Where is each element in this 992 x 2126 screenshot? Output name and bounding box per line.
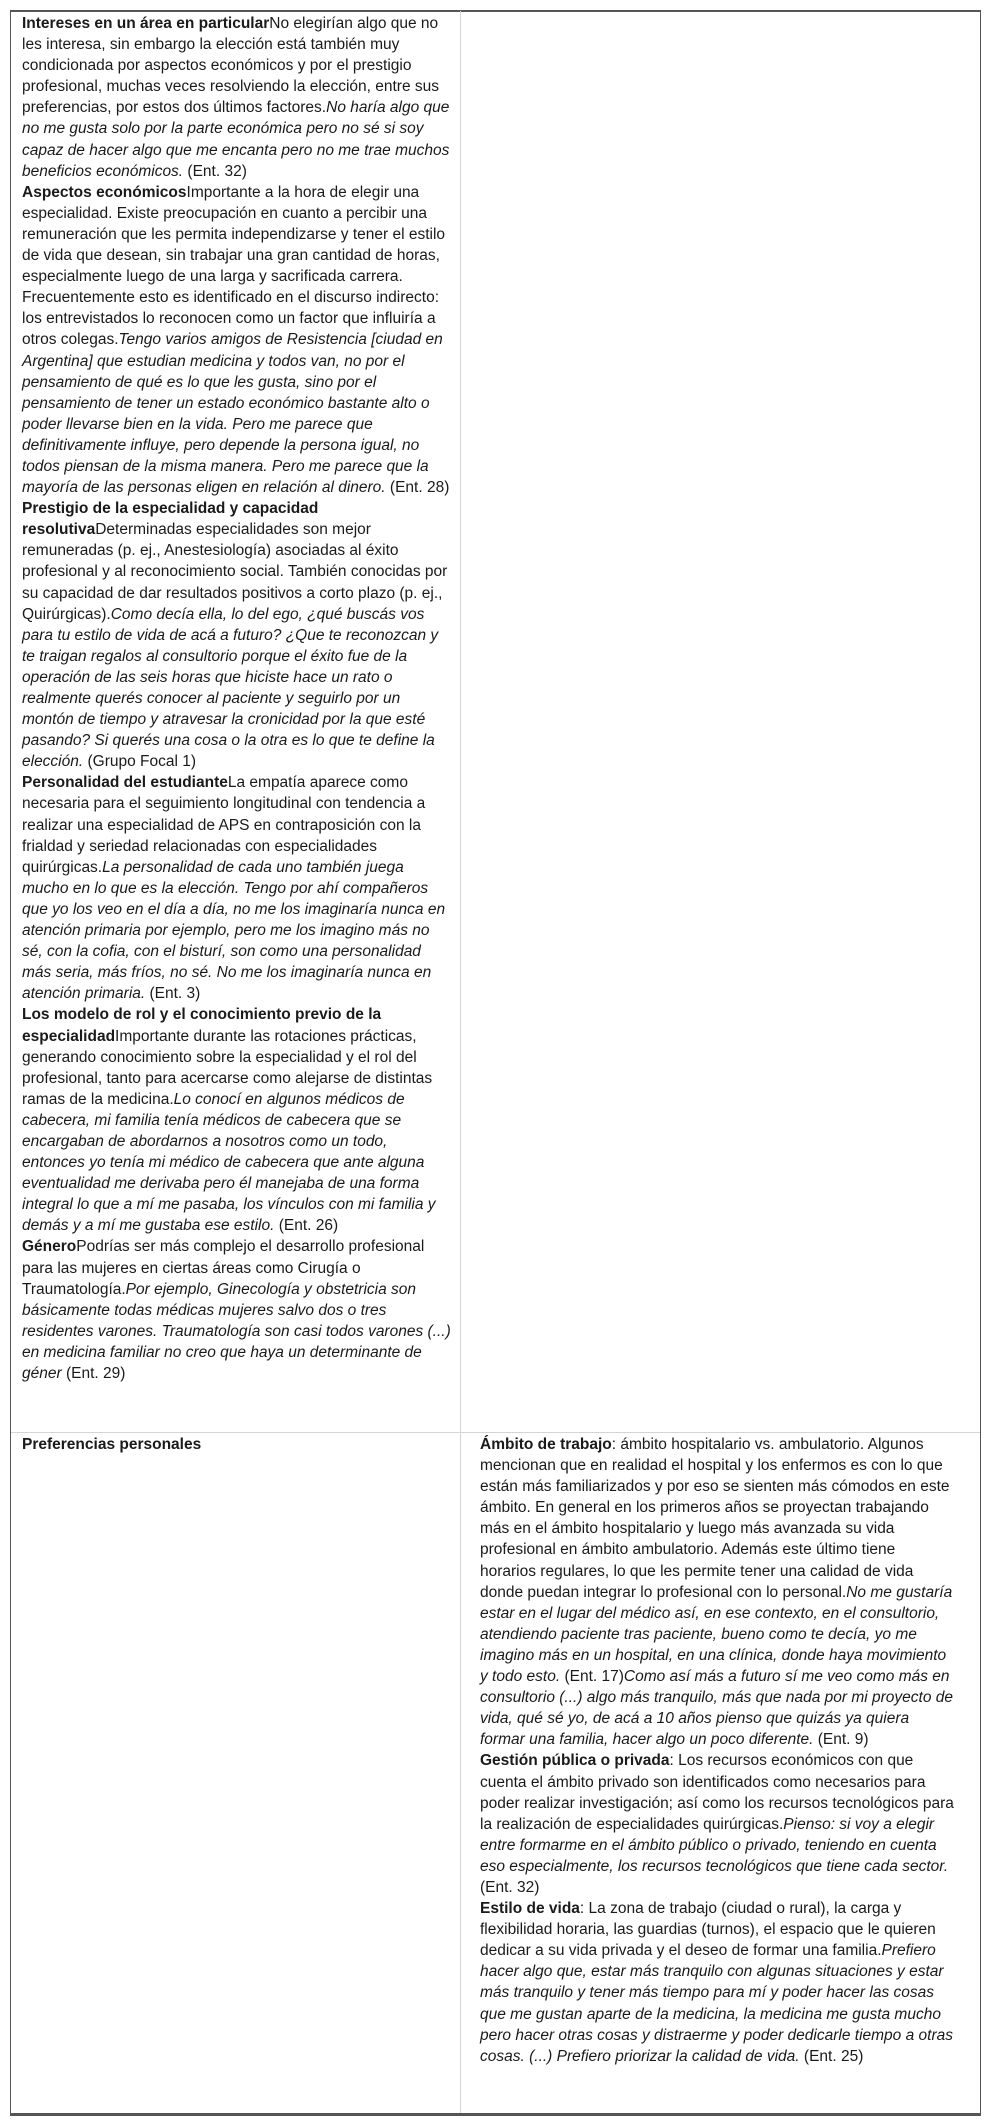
preference-quote: Prefiero hacer algo que, estar más tranquilo con algunas situaciones y estar más tranquilo y tener más tiempo para mí y poder hacer las cosas que me gustan aparte de la medicina, la medicina me gusta mucho pero hacer otras cosas y distraerme y poder dedicarle tiempo a otras cosas. (...) Prefiero priorizar la calidad de vida. bbox=[480, 1942, 953, 2065]
preference-quote: Pienso: si voy a elegir entre formarme en el ámbito público o privado, teniendo en cuenta eso especialmente, los recursos tecnológicos que tiene cada sector. bbox=[480, 1815, 949, 1875]
theme-title: Personalidad del estudiante bbox=[22, 774, 228, 792]
theme-description: No elegirían algo que no les interesa, sin embargo la elección está también muy condicionada por aspectos económicos y por el prestigio profesional, muchas veces resolviendo la elección, entre sus preferencias, por estos dos últimos factores. bbox=[22, 15, 440, 117]
theme-source: (Ent. 29) bbox=[61, 1365, 126, 1382]
preference-description: : La zona de trabajo (ciudad o rural), la carga y flexibilidad horaria, las guardias (turnos), el espacio que le quieren dedicar a su vida privada y el deseo de formar una familia. bbox=[480, 1900, 936, 1960]
theme-quote: Tengo varios amigos de Resistencia [ciudad en Argentina] que estudian medicina y todos van, no por el pensamiento de qué es lo que les gusta, sino por el pensamiento de tener un estado económico bastante alto o poder llevarse bien en la vida. Pero me parece que definitivamente influye, pero depende la persona igual, no todos piensan de la misma manera. Pero me parece que la mayoría de las personas eligen en relación al dinero. bbox=[22, 331, 443, 497]
theme-source: (Ent. 26) bbox=[274, 1217, 339, 1235]
table-top-rule bbox=[11, 11, 980, 12]
table-bottom-rule bbox=[11, 2113, 980, 2115]
preference-entry bbox=[480, 1434, 955, 1750]
preference-description: : Los recursos económicos con que cuenta el ámbito privado son identificados como necesarios para poder realizar investigación; así como los recursos tecnológicos para la realización de especialidades quirúrgicas. bbox=[480, 1752, 954, 1833]
themes-column bbox=[22, 13, 452, 1384]
preference-source: (Ent. 9) bbox=[813, 1731, 869, 1749]
theme-quote: La personalidad de cada uno también juega mucho en lo que es la elección. Tengo por ahí compañeros que yo los veo en el día a día, no me los imaginaría nunca en atención primaria por ejemplo, pero me los imagino más no sé, con la cofia, con el bisturí, son como una personalidad más seria, más fríos, no sé. No me los imaginaría nunca en atención primaria. bbox=[22, 858, 446, 1003]
preference-source: (Ent. 17) bbox=[560, 1668, 624, 1686]
theme-title: Intereses en un área en particular bbox=[22, 15, 270, 32]
theme-quote: Lo conocí en algunos médicos de cabecera, mi familia tenía médicos de cabecera que se encargaban de abordarnos a nosotros como un todo, entonces yo tenía mi médico de cabecera que ante alguna eventualidad me derivaba pero él manejaba de una forma integral lo que a mí me pasaba, los vínculos con mi familia y demás y a mí me gustaba ese estilo. bbox=[22, 1090, 436, 1235]
theme-description: Importante a la hora de elegir una especialidad. Existe preocupación en cuanto a percibir una remuneración que les permita independizarse y tener el estilo de vida que desean, sin trabajar una gran cantidad de horas, especialmente luego de una larga y sacrificada carrera. Frecuentemente esto es identificado en el discurso indirecto: los entrevistados lo reconocen como un factor que influiría a otros colegas. bbox=[22, 183, 446, 349]
theme-entry bbox=[22, 772, 452, 1004]
preference-title: Gestión pública o privada bbox=[480, 1752, 670, 1770]
theme-title: Los modelo de rol y el conocimiento previo de la especialidad bbox=[22, 1006, 382, 1045]
theme-quote: Como decía ella, lo del ego, ¿qué buscás vos para tu estilo de vida de acá a futuro? ¿Que te reconozcan y te traigan regalos al consultorio porque el éxito fue de la operación de las seis horas que hiciste hace un rato o realmente querés conocer al paciente y seguirlo por un montón de tiempo y atravesar la cronicidad por la que esté pasando? Si querés una cosa o la otra es lo que te define la elección. bbox=[22, 605, 439, 771]
row-divider bbox=[11, 1432, 980, 1433]
preference-quote: Como así más a futuro sí me veo como más en consultorio (...) algo más tranquilo, más que nada por mi proyecto de vida, qué sé yo, de acá a 10 años pienso que quizás ya quiera formar una familia, hacer algo un poco diferente. bbox=[480, 1668, 953, 1749]
theme-entry bbox=[22, 1236, 452, 1384]
theme-title: Género bbox=[22, 1238, 77, 1256]
theme-title: Aspectos económicos bbox=[22, 183, 187, 201]
preference-description: : ámbito hospitalario vs. ambulatorio. Algunos mencionan que en realidad el hospital y los enfermos es con lo que están más familiarizados y por eso se sienten más cómodos en este ámbito. En general en los primeros años se proyectan trabajando más en el ámbito hospitalario y luego más avanzada su vida profesional en ámbito ambulatorio. Además este último tiene horarios regulares, lo que les permite tener una calidad de vida donde puedan integrar lo profesional con lo personal. bbox=[480, 1436, 950, 1601]
preference-source: (Ent. 32) bbox=[480, 1878, 540, 1896]
preference-quote: No me gustaría estar en el lugar del médico así, en ese contexto, en el consultorio, atendiendo paciente tras paciente, bueno como te decía, yo me imagino más en un hospital, en una clínica, donde haya movimiento y todo esto. bbox=[480, 1583, 953, 1686]
preference-entry bbox=[480, 1750, 955, 1898]
preference-title: Ámbito de trabajo bbox=[480, 1436, 612, 1453]
theme-description: Importante durante las rotaciones prácticas, generando conocimiento sobre la especialidad y el rol del profesional, tanto para acercarse como alejarse de distintas ramas de la medicina. bbox=[22, 1027, 433, 1108]
preference-entry bbox=[480, 1898, 955, 2067]
preference-title: Estilo de vida bbox=[480, 1900, 580, 1918]
theme-source: (Grupo Focal 1) bbox=[83, 753, 197, 771]
preferences-label: Preferencias personales bbox=[22, 1436, 202, 1453]
theme-entry bbox=[22, 498, 452, 772]
theme-entry bbox=[22, 13, 452, 182]
theme-entry bbox=[22, 182, 452, 498]
theme-source: (Ent. 32) bbox=[183, 162, 247, 180]
theme-quote: No haría algo que no me gusta solo por la parte económica pero no sé si soy capaz de hacer algo que me encanta pero no me trae muchos beneficios económicos. bbox=[22, 99, 450, 180]
theme-source: (Ent. 3) bbox=[145, 985, 201, 1003]
theme-description: La empatía aparece como necesaria para el seguimiento longitudinal con tendencia a realizar una especialidad de APS en contraposición con la frialdad y seriedad relacionadas con especialidades quirúrgicas. bbox=[22, 774, 426, 876]
theme-quote: Por ejemplo, Ginecología y obstetricia son básicamente todas médicas mujeres salvo dos o tres residentes varones. Traumatología son casi todos varones (...) en medicina familiar no creo que haya un determinante de géner bbox=[22, 1280, 451, 1382]
theme-description: Podrías ser más complejo el desarrollo profesional para las mujeres en ciertas áreas como Cirugía o Traumatología. bbox=[22, 1238, 425, 1298]
table-frame bbox=[10, 10, 981, 2116]
preferences-column bbox=[480, 1434, 955, 2067]
column-divider bbox=[460, 11, 461, 2115]
preference-source: (Ent. 25) bbox=[799, 2047, 864, 2065]
theme-description: Determinadas especialidades son mejor remuneradas (p. ej., Anestesiología) asociadas al éxito profesional y al reconocimiento social. También conocidas por su capacidad de dar resultados positivos a corto plazo (p. ej., Quirúrgicas). bbox=[22, 521, 448, 623]
theme-source: (Ent. 28) bbox=[385, 479, 450, 497]
theme-entry bbox=[22, 1004, 452, 1236]
theme-title: Prestigio de la especialidad y capacidad resolutiva bbox=[22, 500, 319, 539]
